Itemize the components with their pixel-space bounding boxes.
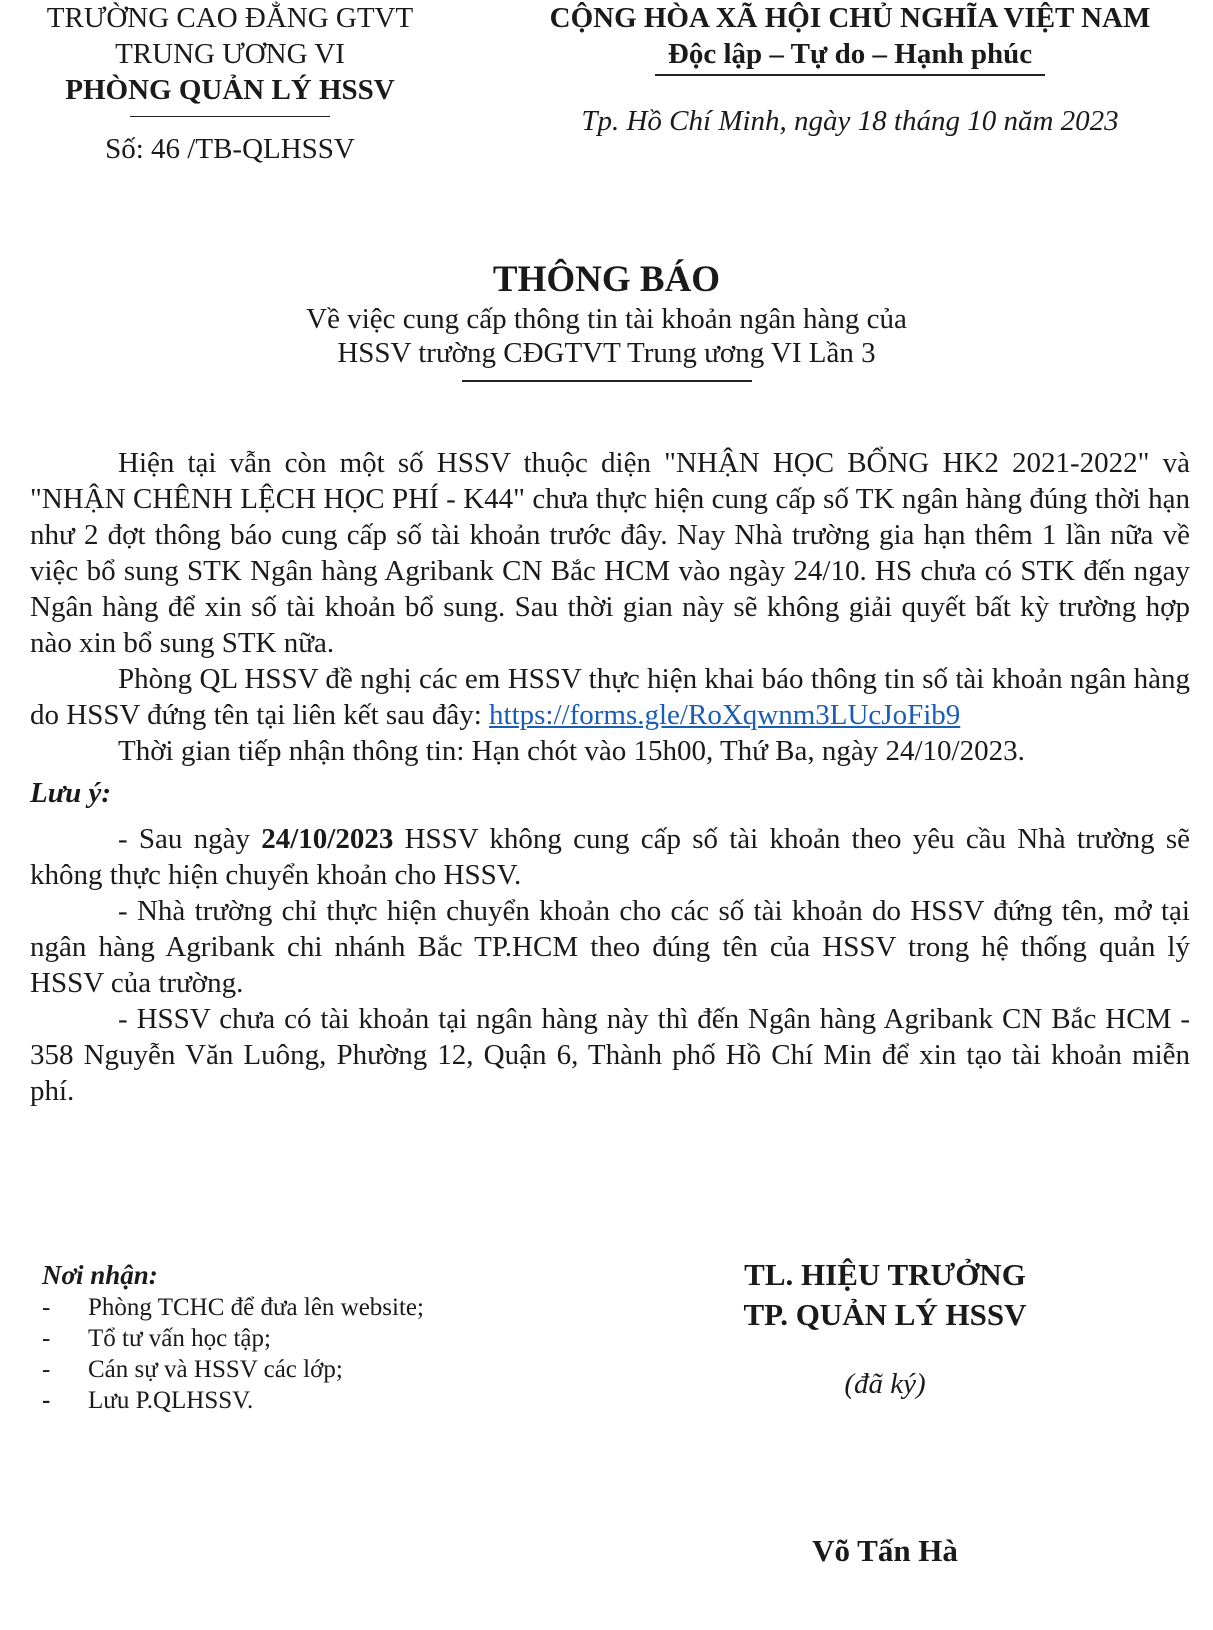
motto-divider: [655, 74, 1045, 76]
recipient-item: [30, 1323, 590, 1354]
note-heading: Lưu ý:: [30, 777, 111, 809]
recipient-item: [30, 1354, 590, 1385]
recipient-label: Tổ tư vấn học tập;: [88, 1325, 271, 1352]
signer-authority: TL. HIỆU TRƯỞNG: [744, 1257, 1026, 1292]
note-1-prefix: - Sau ngày: [118, 823, 262, 855]
recipient-dash: -: [42, 1356, 51, 1383]
document-title: THÔNG BÁO: [492, 259, 721, 300]
body-paragraph-2: [30, 661, 1190, 733]
recipient-dash: -: [42, 1387, 51, 1414]
note-item-2: - Nhà trường chỉ thực hiện chuyển khoản cho các số tài khoản do HSSV đứng tên, mở tại ngân hàng Agribank chi nhánh Bắc TP.HCM theo đúng tên của HSSV trong hệ thống quản lý HSSV của trường.: [30, 895, 1190, 999]
recipient-label: Lưu P.QLHSSV.: [88, 1387, 254, 1414]
document-subtitle-1: Về việc cung cấp thông tin tài khoản ngân hàng của: [306, 303, 907, 335]
note-item-1: [30, 821, 1190, 893]
paragraph-2-text: Phòng QL HSSV đề nghị các em HSSV thực hiện khai báo thông tin số tài khoản ngân hàng do HSSV đứng tên tại liên kết sau đây:: [30, 663, 1190, 731]
agency-divider: [130, 116, 330, 117]
agency-line-1: TRƯỜNG CAO ĐẲNG GTVT: [46, 2, 414, 34]
recipients-block: [30, 1258, 590, 1416]
national-motto: Độc lập – Tự do – Hạnh phúc: [667, 38, 1033, 70]
document-subtitle-2: HSSV trường CĐGTVT Trung ương VI Lần 3: [337, 337, 876, 369]
country-name: CỘNG HÒA XÃ HỘI CHỦ NGHĨA VIỆT NAM: [549, 2, 1151, 34]
signature-block: [660, 1255, 1110, 1569]
signed-note: (đã ký): [844, 1368, 926, 1400]
document-title-block: [0, 258, 1213, 382]
document-date: Tp. Hồ Chí Minh, ngày 18 tháng 10 năm 2023: [581, 104, 1119, 137]
form-link[interactable]: https://forms.gle/RoXqwnm3LUcJoFib9: [489, 699, 961, 731]
national-motto-block: [500, 0, 1200, 139]
recipient-dash: -: [42, 1294, 51, 1321]
note-1-deadline: 24/10/2023: [261, 823, 394, 855]
recipient-dash: -: [42, 1325, 51, 1352]
agency-line-2: TRUNG ƯƠNG VI: [115, 38, 345, 70]
document-number: Số: 46 /TB-QLHSSV: [105, 133, 355, 165]
recipient-label: Cán sự và HSSV các lớp;: [88, 1356, 343, 1383]
body-paragraph-3: Thời gian tiếp nhận thông tin: Hạn chót vào 15h00, Thứ Ba, ngày 24/10/2023.: [118, 735, 1025, 767]
recipient-item: [30, 1385, 590, 1416]
agency-department: PHÒNG QUẢN LÝ HSSV: [65, 74, 395, 106]
note-item-3: - HSSV chưa có tài khoản tại ngân hàng này thì đến Ngân hàng Agribank CN Bắc HCM - 358 Nguyễn Văn Luông, Phường 12, Quận 6, Thành phố Hồ Chí Min để xin tạo tài khoản miễn phí.: [30, 1003, 1190, 1107]
signer-position: TP. QUẢN LÝ HSSV: [743, 1297, 1027, 1332]
recipient-item: [30, 1292, 590, 1323]
title-divider: [462, 380, 752, 382]
recipient-label: Phòng TCHC để đưa lên website;: [88, 1294, 424, 1321]
issuing-agency-block: [20, 0, 440, 167]
recipients-heading: Nơi nhận:: [42, 1260, 158, 1290]
body-paragraph-1: Hiện tại vẫn còn một số HSSV thuộc diện "NHẬN HỌC BỔNG HK2 2021-2022" và "NHẬN CHÊNH LỆCH HỌC PHÍ - K44" chưa thực hiện cung cấp số TK ngân hàng đúng thời hạn như 2 đợt thông báo cung cấp số tài khoản trước đây. Nay Nhà trường gia hạn thêm 1 lần nữa về việc bổ sung STK Ngân hàng Agribank CN Bắc HCM vào ngày 24/10. HS chưa có STK đến ngay Ngân hàng để xin số tài khoản bổ sung. Sau thời gian này sẽ không giải quyết bất kỳ trường hợp nào xin bổ sung STK nữa.: [30, 447, 1190, 659]
note-1-rest: HSSV không cung cấp số tài khoản theo yêu cầu Nhà trường sẽ không thực hiện chuyển khoản cho HSSV.: [30, 823, 1190, 891]
document-body: [30, 445, 1190, 1109]
signer-name: Võ Tấn Hà: [812, 1533, 958, 1568]
